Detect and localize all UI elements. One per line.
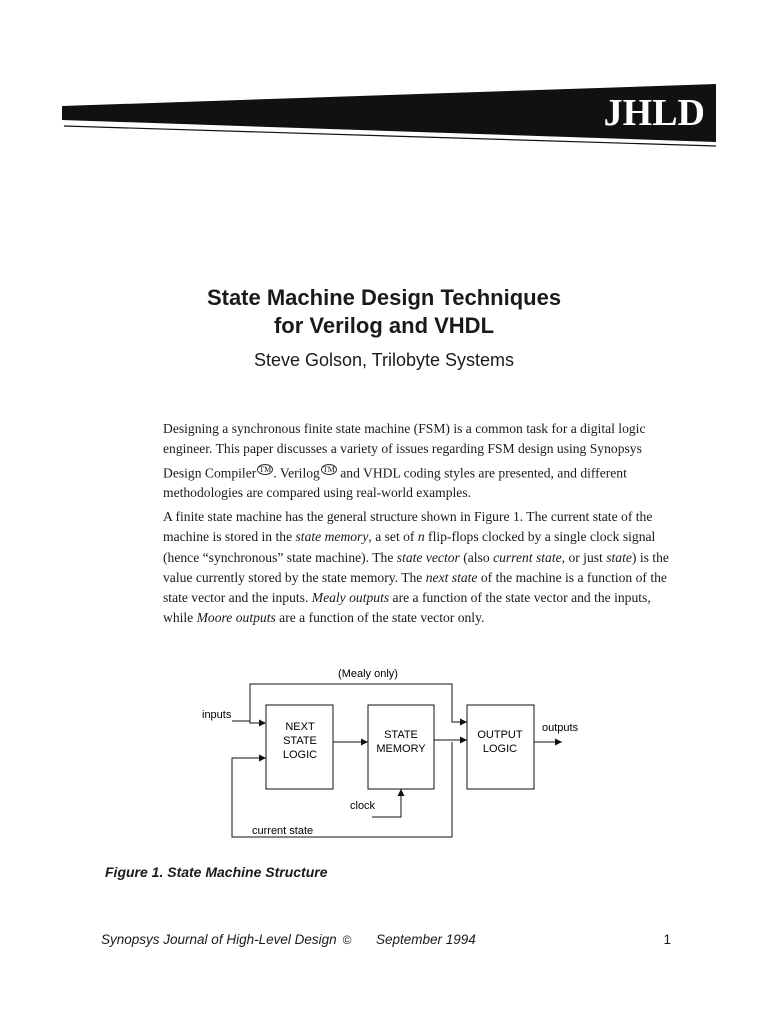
- figure-caption: Figure 1. State Machine Structure: [105, 864, 328, 880]
- trademark-mark: TM: [322, 464, 335, 474]
- clock-label: clock: [350, 800, 376, 812]
- title-block: [0, 284, 768, 372]
- paper-title-line-1: State Machine Design Techniques: [206, 285, 562, 310]
- current-state-label: current state: [252, 825, 314, 837]
- paragraph-intro: Designing a synchronous finite state machine (FSM) is a common task for a digital logic engineer. This paper discusses a variety of issues regarding FSM design using Synopsys Design Compiler ™ . Verilog ™ and VHDL coding styles are presented, and different methodologies are compared using real-world examples.: [163, 421, 646, 501]
- copyright-symbol: ©: [342, 933, 352, 947]
- next-state-logic-label-3: LOGIC: [282, 749, 318, 761]
- page-number: 1: [663, 932, 671, 947]
- next-state-logic-label-1: NEXT: [285, 721, 315, 733]
- inputs-label: inputs: [202, 709, 232, 721]
- trademark-mark: TM: [259, 464, 272, 474]
- footer-date: September 1994: [376, 932, 476, 947]
- state-machine-diagram: [190, 660, 590, 845]
- outputs-label: outputs: [542, 722, 579, 734]
- paragraph-structure: A finite state machine has the general structure shown in Figure 1. The current state of the machine is stored in the state memory, a set of n flip-flops clocked by a single clock signal (hence “synchronous” state machine). The state vector (also current state, or just state) is the value currently stored by the state memory. The next state of the machine is a function of the state vector and the inputs. Mealy outputs are a function of the state vector and the inputs, while Moore outputs are a function of the state vector only.: [163, 509, 669, 626]
- paper-title-line-2: for Verilog and VHDL: [273, 313, 495, 338]
- header-banner: [0, 80, 768, 150]
- inputs-arrow: [232, 721, 266, 723]
- journal-logo: JHLD: [603, 92, 705, 134]
- footer-journal: Synopsys Journal of High-Level Design ©: [101, 932, 352, 947]
- next-state-logic-box: [266, 705, 333, 789]
- clock-arrow: [372, 789, 401, 817]
- next-state-logic-label-2: STATE: [283, 735, 317, 747]
- state-memory-label-2: MEMORY: [376, 743, 426, 755]
- state-memory-label-1: STATE: [384, 729, 418, 741]
- output-logic-label-2: LOGIC: [482, 743, 518, 755]
- output-logic-label-1: OUTPUT: [477, 729, 523, 741]
- author-line: Steve Golson, Trilobyte Systems: [253, 350, 515, 370]
- mealy-only-label: (Mealy only): [338, 668, 398, 680]
